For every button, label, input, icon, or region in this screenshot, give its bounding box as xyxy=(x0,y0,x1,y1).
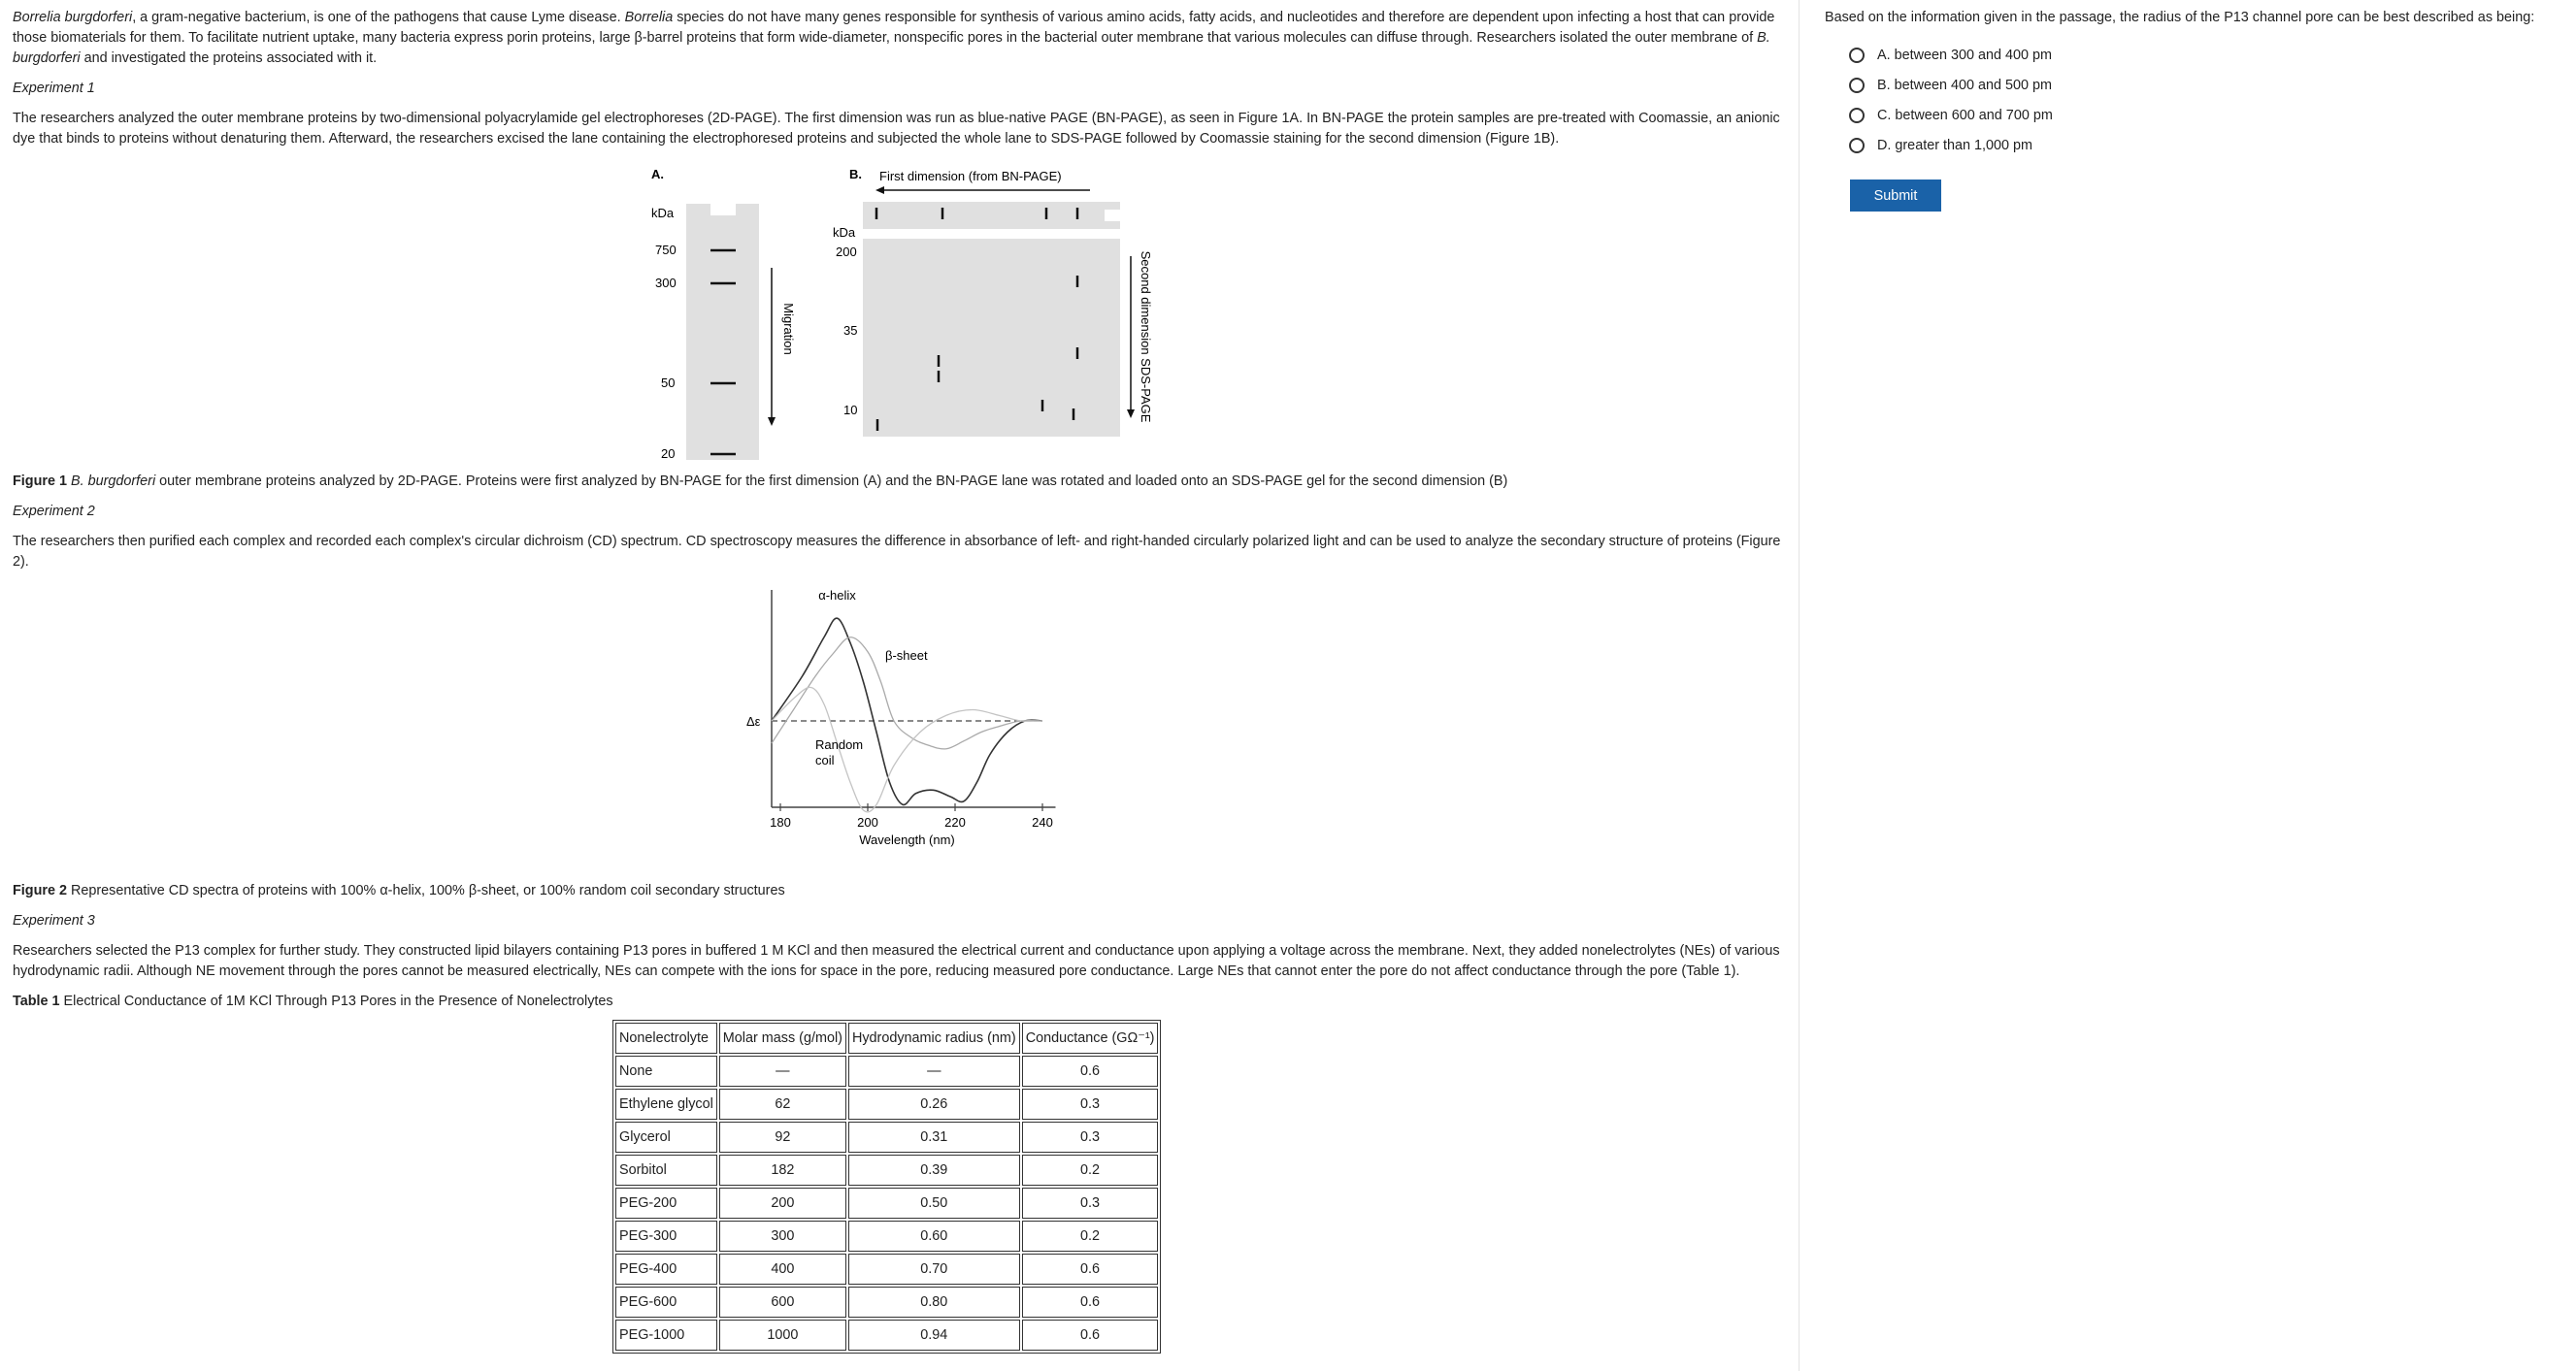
table-cell: 0.6 xyxy=(1022,1056,1159,1087)
fig1-migration-label: Migration xyxy=(781,303,796,355)
table-cell: Ethylene glycol xyxy=(615,1089,717,1120)
fig1-second-dimension-label: Second dimension SDS-PAGE xyxy=(1139,250,1153,423)
table-cell: 0.94 xyxy=(848,1320,1020,1351)
fig1-a-marker-300: 300 xyxy=(655,276,677,290)
table-cell: None xyxy=(615,1056,717,1087)
table-1-caption-text: Electrical Conductance of 1M KCl Through P13 Pores in the Presence of Nonelectrolytes xyxy=(63,994,613,1009)
experiment-2-text: The researchers then purified each complex and recorded each complex's circular dichroism (CD) spectrum. CD spectroscopy measures the difference in absorbance of left- and right-handed circularly polarized light and can be used to analyze the secondary structure of proteins (Figure 2). xyxy=(13,534,1781,570)
fig1-first-dimension-label: First dimension (from BN-PAGE) xyxy=(879,169,1062,183)
table-cell: Sorbitol xyxy=(615,1155,717,1186)
table-cell: 92 xyxy=(719,1122,846,1153)
table-row xyxy=(615,1188,1158,1219)
fig1-second-dim-arrowhead xyxy=(1127,409,1135,418)
table-row xyxy=(615,1155,1158,1186)
figure-1-svg xyxy=(13,159,1789,462)
experiment-1-text: The researchers analyzed the outer membrane proteins by two-dimensional polyacrylamide gel electrophoreses (2D-PAGE). The first dimension was run as blue-native PAGE (BN-PAGE), as seen in Figure 1A. In BN-PAGE the protein samples are pre-treated with Coomassie, an anionic dye that binds to proteins without denaturing them. Afterward, the researchers excised the lane containing the electrophoresed proteins and subjected the whole lane to SDS-PAGE followed by Coomassie staining for the second dimension (Figure 1B). xyxy=(13,111,1780,147)
table-cell: — xyxy=(719,1056,846,1087)
figure-2-caption xyxy=(13,881,1789,901)
table-cell: 0.26 xyxy=(848,1089,1020,1120)
table-cell: 0.31 xyxy=(848,1122,1020,1153)
answer-option-label: D. greater than 1,000 pm xyxy=(1877,137,2032,153)
table-1-caption-label: Table 1 xyxy=(13,994,60,1009)
x-tick-label: 220 xyxy=(944,815,966,830)
fig1-a-gel xyxy=(686,204,759,460)
table-header: Nonelectrolyte xyxy=(615,1023,717,1054)
table-cell: 0.3 xyxy=(1022,1122,1159,1153)
figure-2 xyxy=(13,582,1789,871)
passage-panel xyxy=(13,8,1789,1354)
table-cell: 62 xyxy=(719,1089,846,1120)
fig1-first-dim-arrowhead xyxy=(875,186,884,194)
answer-option-label: B. between 400 and 500 pm xyxy=(1877,77,2053,93)
table-cell: 0.2 xyxy=(1022,1155,1159,1186)
table-cell: 0.2 xyxy=(1022,1221,1159,1252)
table-cell: PEG-200 xyxy=(615,1188,717,1219)
fig1-migration-arrowhead xyxy=(768,417,776,426)
table-cell: 0.3 xyxy=(1022,1188,1159,1219)
table-cell: 0.70 xyxy=(848,1254,1020,1285)
fig1-b-marker-35: 35 xyxy=(843,323,858,338)
table-cell: 0.3 xyxy=(1022,1089,1159,1120)
fig1-a-marker-20: 20 xyxy=(661,446,676,461)
intro-paragraph: Borrelia burgdorferi, a gram-negative bacterium, is one of the pathogens that cause Lyme disease. Borrelia species do not have many genes responsible for synthesis of various amino acids, fatty acids, and nucleotides and therefore are dependent upon infecting a host that can provide those biomaterials for them. To facilitate nutrient uptake, many bacteria express porin proteins, large β-barrel proteins that form wide-diameter, nonspecific pores in the bacterial outer membrane that various molecules can diffuse through. Researchers isolated the outer membrane of B. burgdorferi and investigated the proteins associated with it. xyxy=(13,10,1775,66)
fig1-a-well xyxy=(710,204,736,215)
table-cell: 1000 xyxy=(719,1320,846,1351)
experiment-3-title: Experiment 3 xyxy=(13,913,95,929)
fig1-b-kda: kDa xyxy=(833,225,856,240)
x-tick-label: 240 xyxy=(1032,815,1053,830)
table-row xyxy=(615,1122,1158,1153)
series-line xyxy=(772,687,1042,812)
answer-option-d[interactable] xyxy=(1825,130,2562,160)
figure-2-caption-label: Figure 2 xyxy=(13,883,67,898)
fig1-b-gel xyxy=(863,239,1120,437)
x-axis-label: Wavelength (nm) xyxy=(859,832,955,847)
figure-1 xyxy=(13,159,1789,462)
fig1-b-label: B. xyxy=(849,167,862,181)
x-tick-label: 200 xyxy=(857,815,878,830)
table-cell: 0.6 xyxy=(1022,1287,1159,1318)
fig1-b-strip-notch xyxy=(1105,210,1120,221)
cd-spectrum-chart xyxy=(13,582,1789,871)
series-label-alpha-helix: α-helix xyxy=(818,588,856,603)
table-cell: 0.60 xyxy=(848,1221,1020,1252)
table-cell: 0.80 xyxy=(848,1287,1020,1318)
table-cell: Glycerol xyxy=(615,1122,717,1153)
x-tick-label: 180 xyxy=(770,815,791,830)
table-row xyxy=(615,1254,1158,1285)
table-cell: 0.39 xyxy=(848,1155,1020,1186)
figure-1-caption-text: B. burgdorferi outer membrane proteins analyzed by 2D-PAGE. Proteins were first analyzed by BN-PAGE for the first dimension (A) and the BN-PAGE lane was rotated and loaded onto an SDS-PAGE gel for the second dimension (B) xyxy=(70,473,1508,489)
series-label-beta-sheet: β-sheet xyxy=(885,648,928,663)
table-cell: 400 xyxy=(719,1254,846,1285)
table-row xyxy=(615,1320,1158,1351)
answer-option-label: A. between 300 and 400 pm xyxy=(1877,47,2053,63)
fig1-a-label: A. xyxy=(651,167,664,181)
experiment-1-title: Experiment 1 xyxy=(13,81,95,96)
table-header: Conductance (GΩ⁻¹) xyxy=(1022,1023,1159,1054)
table-cell: 200 xyxy=(719,1188,846,1219)
submit-button[interactable]: Submit xyxy=(1850,180,1941,212)
fig1-b-strip xyxy=(863,202,1120,229)
y-axis-label: Δε xyxy=(746,714,761,729)
table-cell: 300 xyxy=(719,1221,846,1252)
radio-button[interactable] xyxy=(1849,108,1865,123)
radio-button[interactable] xyxy=(1849,78,1865,93)
table-row xyxy=(615,1089,1158,1120)
series-label-random-coil: Random coil xyxy=(815,737,864,767)
table-row xyxy=(615,1056,1158,1087)
table-cell: PEG-400 xyxy=(615,1254,717,1285)
question-panel xyxy=(1825,8,2562,212)
fig1-a-marker-50: 50 xyxy=(661,375,676,390)
fig1-a-kda: kDa xyxy=(651,206,675,220)
table-cell: 0.6 xyxy=(1022,1254,1159,1285)
table-body xyxy=(615,1056,1158,1351)
table-header-row xyxy=(615,1023,1158,1054)
table-header: Hydrodynamic radius (nm) xyxy=(848,1023,1020,1054)
fig1-b-marker-200: 200 xyxy=(836,245,857,259)
answer-option-c[interactable] xyxy=(1825,100,2562,130)
answer-option-label: C. between 600 and 700 pm xyxy=(1877,107,2053,123)
experiment-2-title: Experiment 2 xyxy=(13,504,95,519)
figure-1-caption xyxy=(13,472,1789,492)
table-cell: PEG-300 xyxy=(615,1221,717,1252)
radio-button[interactable] xyxy=(1849,48,1865,63)
fig1-a-marker-750: 750 xyxy=(655,243,677,257)
table-header: Molar mass (g/mol) xyxy=(719,1023,846,1054)
answer-option-a[interactable] xyxy=(1825,40,2562,70)
table-row xyxy=(615,1221,1158,1252)
figure-2-caption-text: Representative CD spectra of proteins with 100% α-helix, 100% β-sheet, or 100% random coil secondary structures xyxy=(70,883,785,898)
series-line xyxy=(772,618,1042,804)
fig1-b-marker-10: 10 xyxy=(843,403,858,417)
table-cell: — xyxy=(848,1056,1020,1087)
radio-button[interactable] xyxy=(1849,138,1865,153)
table-cell: 0.50 xyxy=(848,1188,1020,1219)
table-1-caption xyxy=(13,992,1789,1012)
panel-divider xyxy=(1799,0,1800,1371)
answer-option-b[interactable] xyxy=(1825,70,2562,100)
table-cell: 182 xyxy=(719,1155,846,1186)
experiment-3-text: Researchers selected the P13 complex for further study. They constructed lipid bilayers containing P13 pores in buffered 1 M KCl and then measured the electrical current and conductance upon applying a voltage across the membrane. Next, they added nonelectrolytes (NEs) of various hydrodynamic radii. Although NE movement through the pores cannot be measured electrically, NEs can compete with the ions for space in the pore, reducing measured pore conductance. Large NEs that cannot enter the pore do not affect conductance through the pore (Table 1). xyxy=(13,943,1780,979)
question-text: Based on the information given in the passage, the radius of the P13 channel pore can be best described as being: xyxy=(1825,10,2535,25)
figure-1-caption-label: Figure 1 xyxy=(13,473,67,489)
table-cell: 600 xyxy=(719,1287,846,1318)
table-row xyxy=(615,1287,1158,1318)
conductance-table xyxy=(612,1020,1161,1354)
table-cell: PEG-1000 xyxy=(615,1320,717,1351)
table-cell: PEG-600 xyxy=(615,1287,717,1318)
table-cell: 0.6 xyxy=(1022,1320,1159,1351)
